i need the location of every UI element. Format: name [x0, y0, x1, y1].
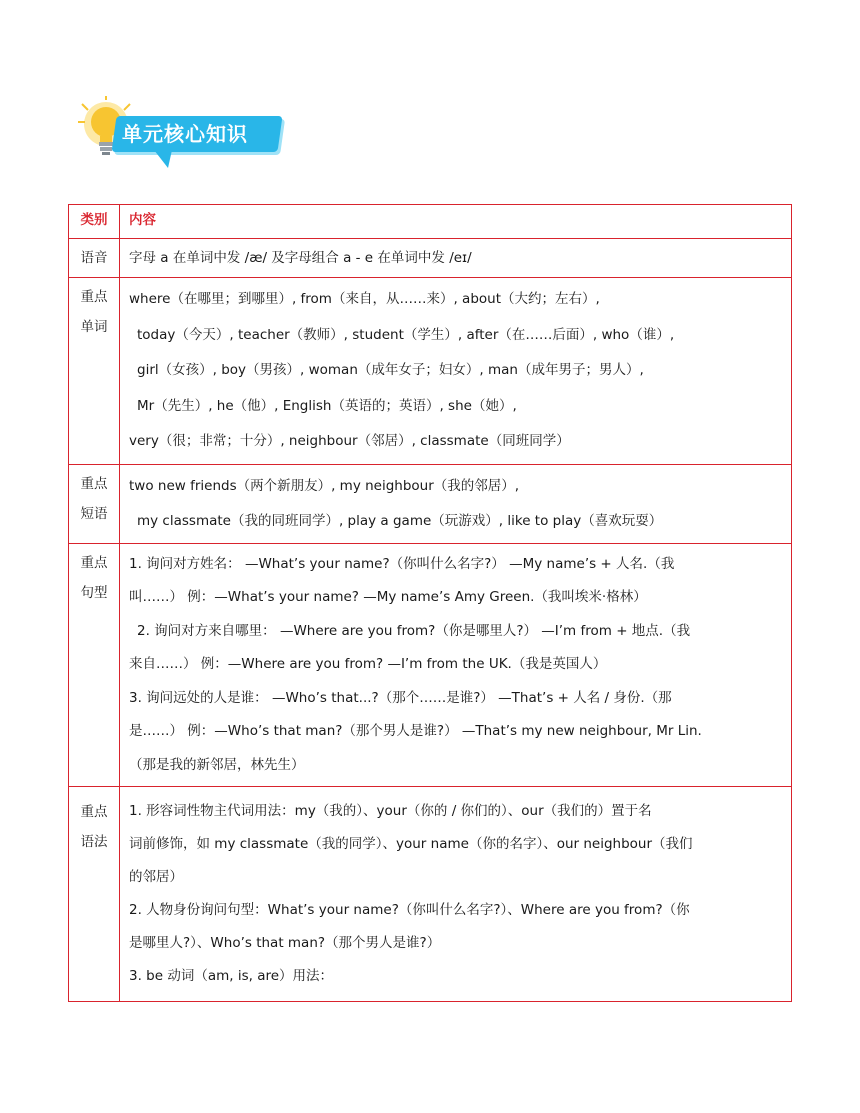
grammar-line: 是哪里人?）、Who’s that man?（那个男人是谁?） — [129, 935, 441, 951]
table-row-grammar — [69, 787, 792, 1002]
knowledge-table — [68, 204, 792, 1002]
grammar-line: 3. be 动词（am, is, are）用法： — [129, 968, 334, 984]
grammar-line: 1. 形容词性物主代词用法：my（我的）、your（你的 / 你们的）、our（我们的）置于名 — [129, 803, 652, 819]
banner-tail — [154, 150, 172, 168]
table-row-sentences — [69, 543, 792, 787]
pronunciation-text: 字母 a 在单词中发 /æ/ 及字母组合 a - e 在单词中发 /eɪ/ — [129, 250, 472, 266]
sentence-line: 3. 询问远处的人是谁： —Who’s that...?（那个……是谁?） —That’s + 人名 / 身份.（那 — [129, 689, 672, 706]
table-row-words — [69, 278, 792, 465]
words-line: Mr（先生）, he（他）, English（英语的；英语）, she（她）, — [137, 397, 517, 414]
banner-title: 单元核心知识 — [122, 122, 248, 146]
header-content: 内容 — [120, 205, 792, 239]
table-header-row — [69, 205, 792, 239]
words-line: very（很；非常；十分）, neighbour（邻居）, classmate（同班同学） — [129, 433, 570, 449]
header-category: 类别 — [69, 205, 120, 239]
table-row-pronunciation — [69, 239, 792, 278]
category-cell: 重点 句型 — [69, 543, 120, 787]
words-line: girl（女孩）, boy（男孩）, woman（成年女子；妇女）, man（成年男子；男人）, — [137, 362, 644, 378]
sentence-line: 来自……） 例：—Where are you from? —I’m from the UK.（我是英国人） — [129, 656, 607, 672]
sentence-line: （那是我的新邻居，林先生） — [129, 756, 305, 773]
sentence-line: 1. 询问对方姓名： —What’s your name?（你叫什么名字?） —My name’s + 人名.（我 — [129, 555, 675, 572]
words-line: today（今天）, teacher（教师）, student（学生）, after（在……后面）, who（谁）, — [137, 326, 675, 343]
sentence-line: 是……） 例：—Who’s that man?（那个男人是谁?） —That’s my new neighbour, Mr Lin. — [129, 723, 702, 739]
words-line: where（在哪里；到哪里）, from（来自，从……来）, about（大约；左右）, — [129, 291, 600, 307]
sentence-line: 2. 询问对方来自哪里： —Where are you from?（你是哪里人?） —I’m from + 地点.（我 — [137, 622, 691, 639]
category-cell: 重点 短语 — [69, 464, 120, 543]
section-banner — [76, 96, 286, 176]
category-cell: 语音 — [69, 239, 120, 278]
category-cell: 重点 语法 — [69, 787, 120, 1002]
grammar-line: 2. 人物身份询问句型：What’s your name?（你叫什么名字?）、Where are you from?（你 — [129, 902, 690, 918]
phrases-line: my classmate（我的同班同学）, play a game（玩游戏）, like to play（喜欢玩耍） — [137, 512, 663, 529]
category-cell: 重点 单词 — [69, 278, 120, 465]
table-row-phrases — [69, 464, 792, 543]
phrases-line: two new friends（两个新朋友）, my neighbour（我的邻居）, — [129, 477, 520, 494]
grammar-line: 词前修饰，如 my classmate（我的同学）、your name（你的名字）、our neighbour（我们 — [129, 836, 693, 852]
sentence-line: 叫……） 例：—What’s your name? —My name’s Amy Green.（我叫埃米·格林） — [129, 589, 647, 605]
grammar-line: 的邻居） — [129, 869, 183, 885]
